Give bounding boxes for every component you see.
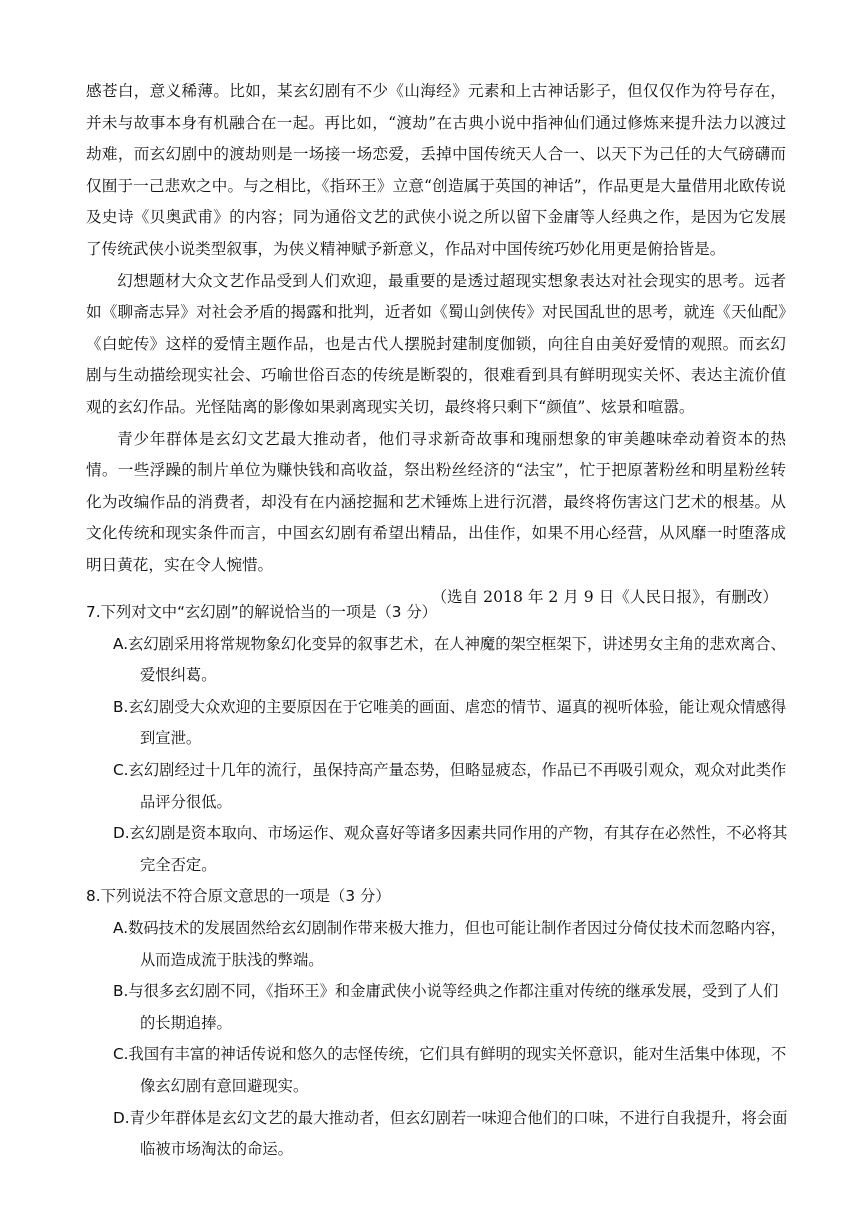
question-8-stem: 8.下列说法不符合原文意思的一项是（3 分）: [86, 887, 391, 906]
question-7-option-d: [113, 818, 790, 881]
question-8-option-a: [113, 913, 790, 976]
option-text-continued: 完全否定。: [140, 855, 217, 874]
option-text-continued: 的长期追捧。: [140, 1013, 232, 1032]
option-letter: A.: [113, 634, 129, 653]
option-letter: A.: [113, 918, 129, 937]
question-7-option-a: [113, 629, 790, 692]
passage-paragraph-2: 幻想题材大众文艺作品受到人们欢迎，最重要的是透过超现实想象表达对社会现实的思考。远者如《聊斋志异》对社会矛盾的揭露和批判，近者如《蜀山剑侠传》对民国乱世的思考，就连《天仙配》《白蛇传》这样的爱情主题作品，也是古代人摆脱封建制度伽锁，向往自由美好爱情的观照。而玄幻剧与生动描绘现实社会、巧喻世俗百态的传统是断裂的，很难看到具有鲜明现实关怀、表达主流价值观的玄幻作品。光怪陆离的影像如果剥离现实关切，最终将只剩下“颜值”、炫景和喧嚣。: [86, 271, 786, 416]
question-8-option-c: [113, 1039, 790, 1102]
question-list: [86, 597, 790, 1166]
option-letter: C.: [113, 1045, 129, 1064]
reading-passage: [86, 76, 786, 613]
passage-source: （选自 2018 年 2 月 9 日《人民日报》，有删改）: [431, 587, 778, 606]
passage-paragraph-3: 青少年群体是玄幻文艺最大推动者，他们寻求新奇故事和瑰丽想象的审美趣味牵动着资本的热情。一些浮躁的制片单位为赚快钱和高收益，祭出粉丝经济的“法宝”，忙于把原著粉丝和明星粉丝转化为改编作品的消费者，却没有在内涵挖掘和艺术锤炼上进行沉潜，最终将伤害这门艺术的根基。从文化传统和现实条件而言，中国玄幻剧有希望出精品，出佳作，如果不用心经营，从风靡一时堕落成明日黄花，实在令人惋惜。: [86, 429, 786, 574]
option-text-continued: 像玄幻剧有意回避现实。: [140, 1076, 309, 1095]
option-text-continued: 到宣泄。: [140, 729, 202, 748]
option-text: 玄幻剧采用将常规物象幻化变异的叙事艺术，在人神魔的架空框架下，讲述男女主角的悲欢离合、: [128, 634, 786, 653]
option-letter: D.: [113, 1108, 130, 1127]
question-7-option-b: [113, 692, 790, 755]
option-text: 玄幻剧是资本取向、市场运作、观众喜好等诸多因素共同作用的产物，有其存在必然性，不必将其: [129, 824, 788, 843]
option-letter: B.: [113, 697, 129, 716]
option-text: 与很多玄幻剧不同，《指环王》和金庸武侠小说等经典之作都注重对传统的继承发展，受到了人们: [128, 982, 779, 1001]
option-text: 青少年群体是玄幻文艺的最大推动者，但玄幻剧若一味迎合他们的口味，不进行自我提升，将会面: [129, 1108, 788, 1127]
option-text-continued: 从而造成流于肤浅的弊端。: [140, 950, 324, 969]
option-text-continued: 品评分很低。: [140, 792, 232, 811]
passage-paragraph-1: 感苍白，意义稀薄。比如，某玄幻剧有不少《山海经》元素和上古神话影子，但仅仅作为符号存在，并未与故事本身有机融合在一起。再比如，“渡劫”在古典小说中指神仙们通过修炼来提升法力以渡过劫难，而玄幻剧中的渡劫则是一场接一场恋爱，丢掉中国传统天人合一、以天下为己任的大气磅礴而仅囿于一己悲欢之中。与之相比，《指环王》立意“创造属于英国的神话”，作品更是大量借用北欧传说及史诗《贝奥武甫》的内容；同为通俗文艺的武侠小说之所以留下金庸等人经典之作，是因为它发展了传统武侠小说类型叙事，为侠义精神赋予新意义，作品对中国传统巧妙化用更是俯拾皆是。: [86, 82, 786, 258]
option-text-continued: 爱恨纠葛。: [140, 666, 217, 685]
question-8-option-d: [113, 1103, 790, 1166]
option-letter: D.: [113, 824, 130, 843]
option-text: 玄幻剧受大众欢迎的主要原因在于它唯美的画面、虐恋的情节、逼真的视听体验，能让观众情感得: [128, 697, 787, 716]
question-8-option-b: [113, 976, 790, 1039]
option-text: 玄幻剧经过十几年的流行，虽保持高产量态势，但略显疲态，作品已不再吸引观众，观众对此类作: [128, 760, 787, 779]
question-7-option-c: [113, 755, 790, 818]
option-text: 我国有丰富的神话传说和悠久的志怪传统，它们具有鲜明的现实关怀意识，能对生活集中体现，不: [128, 1045, 787, 1064]
option-text-continued: 临被市场淘汰的命运。: [140, 1140, 293, 1159]
option-letter: C.: [113, 760, 129, 779]
question-7-stem: 7.下列对文中“玄幻剧”的解说恰当的一项是（3 分）: [86, 603, 437, 621]
option-letter: B.: [113, 982, 129, 1001]
option-text: 数码技术的发展固然给玄幻剧制作带来极大推力，但也可能让制作者因过分倚仗技术而忽略内容，: [128, 918, 786, 937]
